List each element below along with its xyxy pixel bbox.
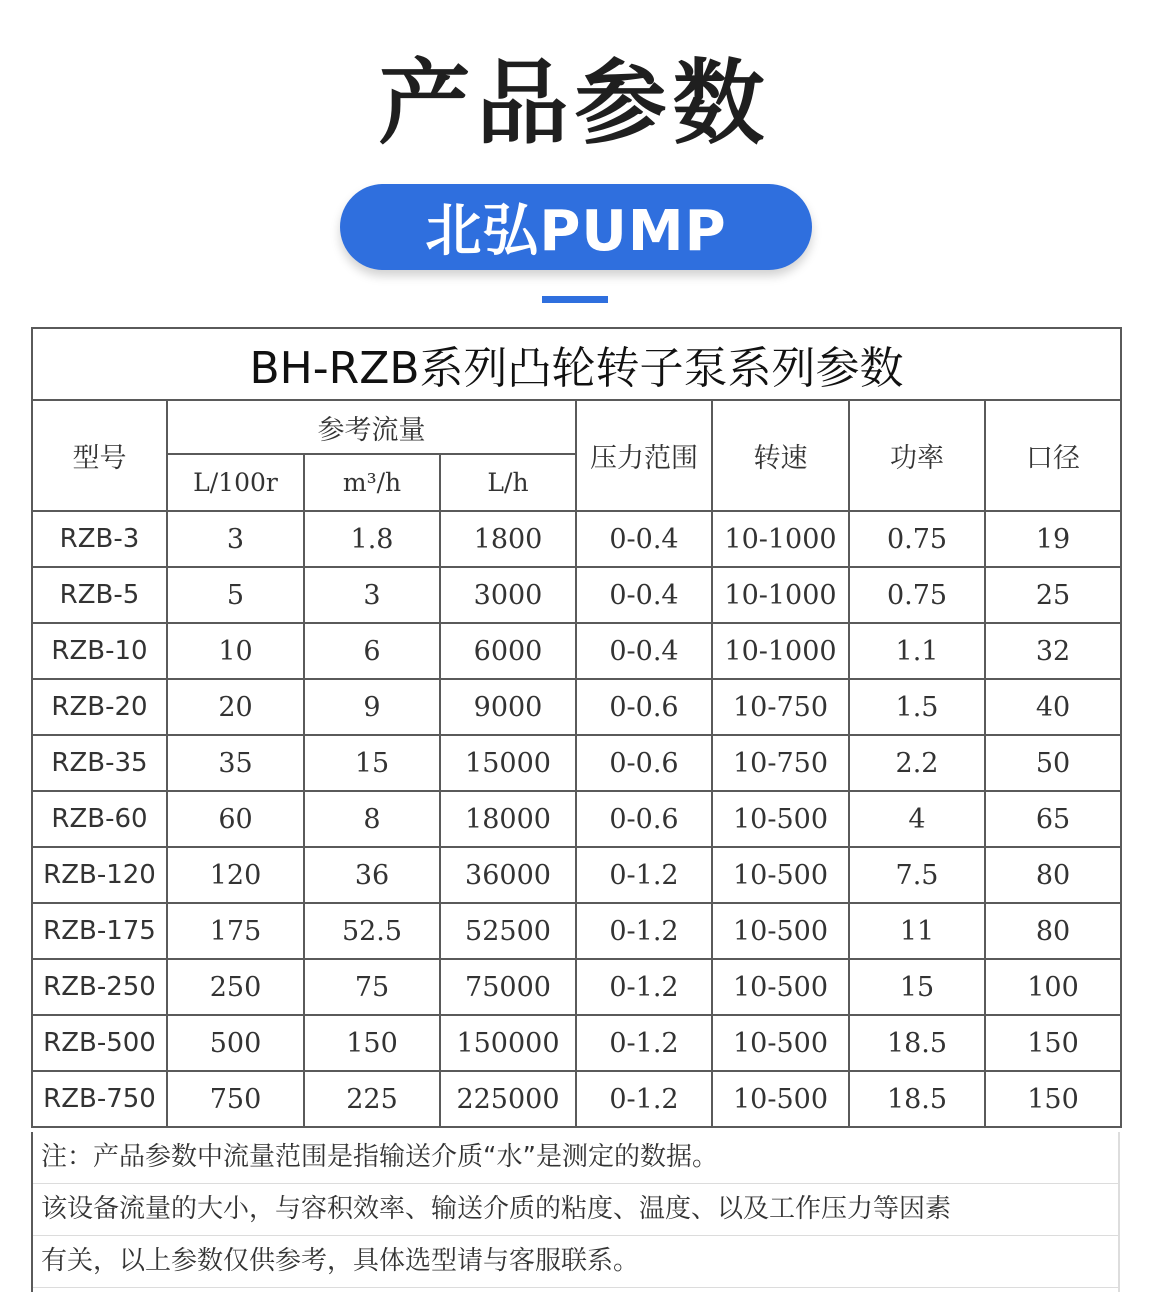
table-row xyxy=(32,1015,1121,1071)
cell-flow-per-rev: 20 xyxy=(167,679,304,735)
cell-pressure: 0-1.2 xyxy=(576,959,712,1015)
cell-caliber: 100 xyxy=(985,959,1121,1015)
table-row xyxy=(32,735,1121,791)
cell-flow-m3h: 52.5 xyxy=(304,903,440,959)
header-caliber: 口径 xyxy=(985,400,1121,511)
cell-speed: 10-1000 xyxy=(712,511,849,567)
cell-speed: 10-750 xyxy=(712,735,849,791)
cell-flow-lh: 1800 xyxy=(440,511,576,567)
cell-flow-lh: 52500 xyxy=(440,903,576,959)
cell-speed: 10-500 xyxy=(712,1071,849,1127)
cell-flow-per-rev: 10 xyxy=(167,623,304,679)
table-row xyxy=(32,623,1121,679)
cell-caliber: 150 xyxy=(985,1015,1121,1071)
cell-power: 15 xyxy=(849,959,985,1015)
cell-flow-lh: 3000 xyxy=(440,567,576,623)
cell-flow-m3h: 3 xyxy=(304,567,440,623)
cell-power: 0.75 xyxy=(849,567,985,623)
cell-flow-per-rev: 500 xyxy=(167,1015,304,1071)
cell-model: RZB-500 xyxy=(32,1015,167,1071)
note-line: 注：产品参数中流量范围是指输送介质“水”是测定的数据。 xyxy=(33,1132,1118,1184)
cell-pressure: 0-0.4 xyxy=(576,511,712,567)
cell-flow-lh: 15000 xyxy=(440,735,576,791)
cell-caliber: 40 xyxy=(985,679,1121,735)
cell-flow-per-rev: 120 xyxy=(167,847,304,903)
cell-flow-per-rev: 250 xyxy=(167,959,304,1015)
spec-table xyxy=(31,327,1122,1128)
header-power: 功率 xyxy=(849,400,985,511)
cell-flow-m3h: 150 xyxy=(304,1015,440,1071)
header-pressure: 压力范围 xyxy=(576,400,712,511)
cell-power: 1.1 xyxy=(849,623,985,679)
cell-flow-lh: 75000 xyxy=(440,959,576,1015)
cell-caliber: 32 xyxy=(985,623,1121,679)
cell-power: 2.2 xyxy=(849,735,985,791)
table-row xyxy=(32,567,1121,623)
cell-flow-per-rev: 3 xyxy=(167,511,304,567)
header-flow-unit-lh: L/h xyxy=(440,454,576,511)
cell-speed: 10-500 xyxy=(712,1015,849,1071)
cell-caliber: 150 xyxy=(985,1071,1121,1127)
cell-power: 0.75 xyxy=(849,511,985,567)
heading-divider xyxy=(542,296,608,303)
table-row xyxy=(32,679,1121,735)
cell-model: RZB-10 xyxy=(32,623,167,679)
cell-flow-per-rev: 750 xyxy=(167,1071,304,1127)
cell-pressure: 0-0.4 xyxy=(576,567,712,623)
cell-pressure: 0-1.2 xyxy=(576,903,712,959)
cell-model: RZB-20 xyxy=(32,679,167,735)
cell-flow-m3h: 1.8 xyxy=(304,511,440,567)
cell-caliber: 80 xyxy=(985,903,1121,959)
brand-label: 北弘PUMP xyxy=(425,199,727,264)
cell-speed: 10-500 xyxy=(712,903,849,959)
cell-flow-lh: 6000 xyxy=(440,623,576,679)
spec-table-body xyxy=(32,511,1121,1127)
cell-power: 18.5 xyxy=(849,1015,985,1071)
header-model: 型号 xyxy=(32,400,167,511)
cell-model: RZB-250 xyxy=(32,959,167,1015)
page-heading: 产品参数 xyxy=(378,50,771,157)
cell-model: RZB-3 xyxy=(32,511,167,567)
header-flow-unit-m3h: m³/h xyxy=(304,454,440,511)
cell-pressure: 0-0.6 xyxy=(576,735,712,791)
table-row xyxy=(32,791,1121,847)
cell-flow-m3h: 15 xyxy=(304,735,440,791)
brand-badge xyxy=(340,184,812,270)
cell-flow-m3h: 9 xyxy=(304,679,440,735)
cell-speed: 10-500 xyxy=(712,959,849,1015)
cell-flow-lh: 150000 xyxy=(440,1015,576,1071)
note-line: 有关，以上参数仅供参考，具体选型请与客服联系。 xyxy=(33,1236,1118,1288)
cell-pressure: 0-0.6 xyxy=(576,679,712,735)
cell-caliber: 19 xyxy=(985,511,1121,567)
cell-speed: 10-500 xyxy=(712,847,849,903)
cell-pressure: 0-0.6 xyxy=(576,791,712,847)
cell-flow-lh: 18000 xyxy=(440,791,576,847)
cell-model: RZB-60 xyxy=(32,791,167,847)
table-row xyxy=(32,903,1121,959)
cell-flow-m3h: 8 xyxy=(304,791,440,847)
cell-flow-m3h: 225 xyxy=(304,1071,440,1127)
cell-flow-lh: 36000 xyxy=(440,847,576,903)
notes-block xyxy=(31,1132,1120,1292)
cell-model: RZB-120 xyxy=(32,847,167,903)
cell-power: 7.5 xyxy=(849,847,985,903)
table-row xyxy=(32,959,1121,1015)
cell-flow-per-rev: 35 xyxy=(167,735,304,791)
cell-power: 4 xyxy=(849,791,985,847)
cell-model: RZB-750 xyxy=(32,1071,167,1127)
cell-model: RZB-5 xyxy=(32,567,167,623)
table-row xyxy=(32,511,1121,567)
cell-flow-m3h: 36 xyxy=(304,847,440,903)
header-flow-group: 参考流量 xyxy=(167,400,576,454)
cell-flow-per-rev: 60 xyxy=(167,791,304,847)
cell-speed: 10-500 xyxy=(712,791,849,847)
cell-speed: 10-1000 xyxy=(712,567,849,623)
cell-flow-m3h: 75 xyxy=(304,959,440,1015)
cell-power: 1.5 xyxy=(849,679,985,735)
cell-caliber: 65 xyxy=(985,791,1121,847)
cell-model: RZB-35 xyxy=(32,735,167,791)
cell-flow-lh: 225000 xyxy=(440,1071,576,1127)
cell-caliber: 25 xyxy=(985,567,1121,623)
cell-pressure: 0-1.2 xyxy=(576,1071,712,1127)
cell-pressure: 0-1.2 xyxy=(576,1015,712,1071)
cell-caliber: 50 xyxy=(985,735,1121,791)
header-flow-unit-per-rev: L/100r xyxy=(167,454,304,511)
table-title: BH-RZB系列凸轮转子泵系列参数 xyxy=(32,328,1121,400)
cell-flow-per-rev: 5 xyxy=(167,567,304,623)
cell-power: 11 xyxy=(849,903,985,959)
cell-speed: 10-750 xyxy=(712,679,849,735)
table-row xyxy=(32,1071,1121,1127)
cell-caliber: 80 xyxy=(985,847,1121,903)
cell-speed: 10-1000 xyxy=(712,623,849,679)
table-row xyxy=(32,847,1121,903)
cell-pressure: 0-0.4 xyxy=(576,623,712,679)
cell-flow-m3h: 6 xyxy=(304,623,440,679)
cell-pressure: 0-1.2 xyxy=(576,847,712,903)
note-line: 该设备流量的大小，与容积效率、输送介质的粘度、温度、以及工作压力等因素 xyxy=(33,1184,1118,1236)
cell-flow-lh: 9000 xyxy=(440,679,576,735)
cell-power: 18.5 xyxy=(849,1071,985,1127)
cell-flow-per-rev: 175 xyxy=(167,903,304,959)
cell-model: RZB-175 xyxy=(32,903,167,959)
header-speed: 转速 xyxy=(712,400,849,511)
